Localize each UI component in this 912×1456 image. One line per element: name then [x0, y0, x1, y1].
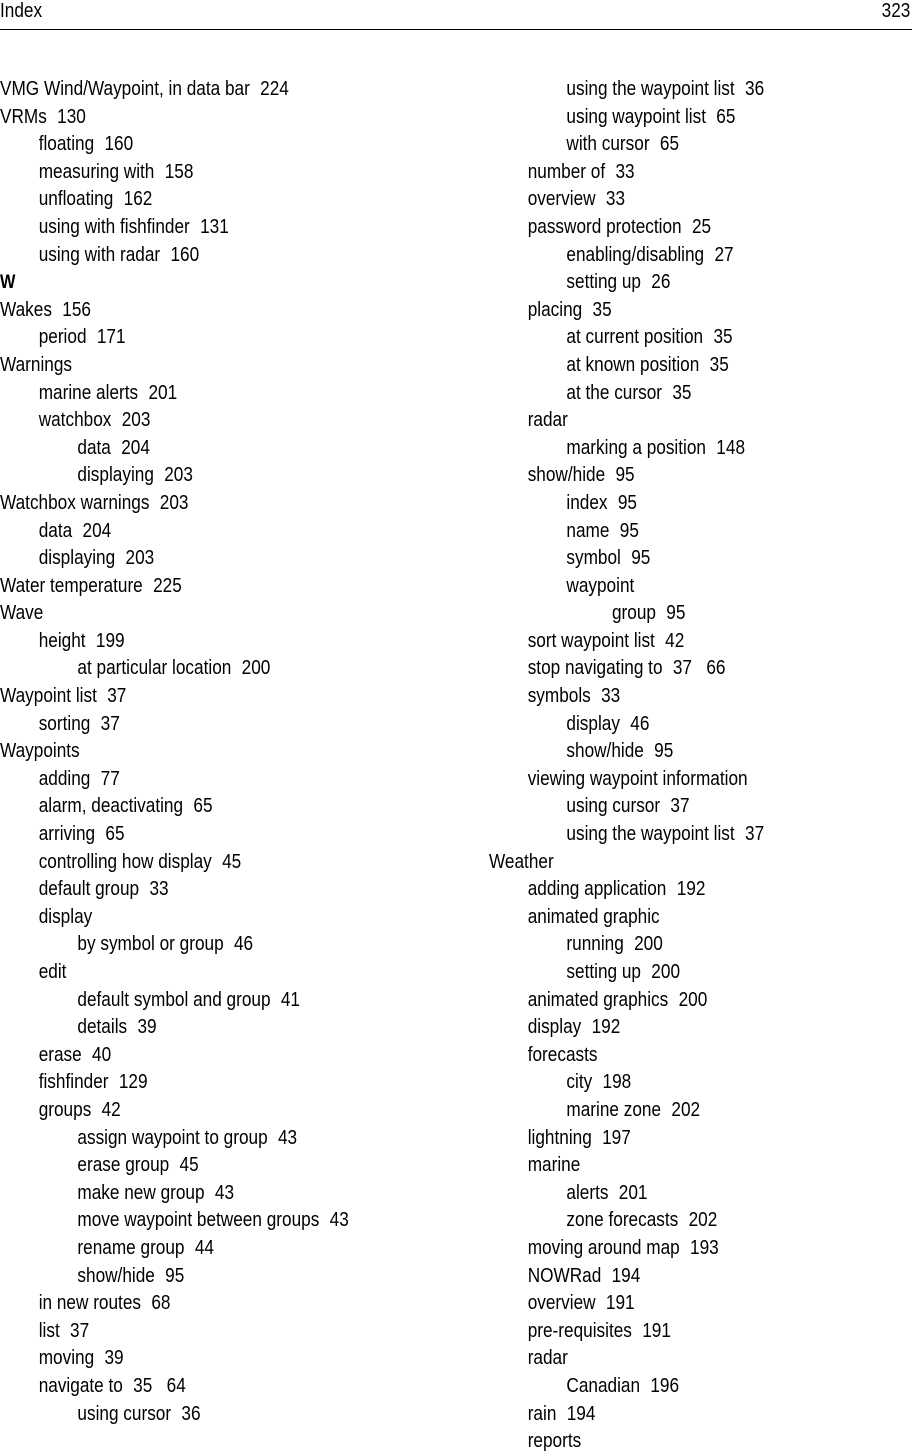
index-term: viewing waypoint information	[527, 767, 748, 790]
index-entry	[0, 242, 404, 270]
index-term: alerts	[566, 1181, 609, 1204]
index-entry	[0, 849, 404, 877]
index-page-ref: 77	[100, 767, 120, 790]
index-term: VRMs	[0, 105, 47, 128]
index-entry	[489, 1373, 850, 1401]
index-page-ref: 65	[716, 105, 736, 128]
index-entry	[489, 931, 850, 959]
index-term: placing	[527, 298, 583, 321]
index-entry	[0, 655, 404, 683]
index-page-ref: 191	[605, 1292, 635, 1315]
index-page-ref: 204	[121, 436, 150, 459]
index-term: display	[566, 712, 620, 735]
index-entry	[489, 766, 850, 794]
index-entry	[0, 297, 404, 325]
index-page-ref: 39	[137, 1016, 157, 1039]
index-term: height	[38, 629, 86, 652]
index-term: enabling/disabling	[566, 243, 705, 266]
index-term: marine	[527, 1154, 581, 1177]
index-page-ref: 42	[665, 629, 685, 652]
index-term: in new routes	[38, 1292, 142, 1315]
index-page-ref: 42	[101, 1098, 121, 1121]
index-page-ref: 194	[566, 1402, 596, 1425]
index-entry	[0, 1235, 404, 1263]
index-term: password protection	[527, 215, 682, 238]
index-page-ref: 131	[200, 215, 229, 238]
index-page-ref: 202	[688, 1209, 718, 1232]
index-term: marine zone	[566, 1098, 662, 1121]
index-page-ref: 197	[602, 1126, 631, 1149]
index-column-right	[489, 76, 909, 1456]
index-entry	[0, 793, 404, 821]
index-entry	[489, 904, 850, 932]
index-term: using cursor	[566, 795, 661, 818]
index-page-ref: 148	[716, 436, 746, 459]
index-entry	[489, 683, 850, 711]
index-entry	[489, 297, 850, 325]
index-entry	[489, 269, 850, 297]
index-page-ref: 35	[592, 298, 612, 321]
index-term: rain	[527, 1402, 557, 1425]
index-page-ref: 37	[107, 685, 127, 708]
index-entry	[489, 1428, 850, 1456]
index-entry	[489, 1125, 850, 1153]
index-entry	[0, 1290, 404, 1318]
index-page-ref: 191	[642, 1319, 671, 1342]
index-page-ref: 46	[233, 933, 254, 956]
index-entry	[489, 573, 850, 601]
index-term: city	[566, 1071, 593, 1094]
index-page-ref: 95	[165, 1264, 185, 1287]
index-page-ref: 95	[666, 602, 686, 625]
index-entry	[489, 131, 850, 159]
index-term: at current position	[566, 326, 704, 349]
index-page-ref: 43	[329, 1209, 349, 1232]
index-term: rename group	[77, 1236, 185, 1259]
index-entry	[0, 573, 404, 601]
index-entry	[0, 959, 404, 987]
index-entry	[489, 655, 850, 683]
index-term: zone forecasts	[566, 1209, 679, 1232]
index-page-ref: 200	[241, 657, 271, 680]
index-term: moving	[38, 1347, 95, 1370]
index-entry	[0, 766, 404, 794]
index-entry	[489, 1097, 850, 1125]
index-page-ref: 37	[670, 795, 690, 818]
index-term: Wakes	[0, 298, 52, 321]
index-page-ref: 201	[618, 1181, 648, 1204]
index-entry	[489, 407, 850, 435]
index-term: Weather	[489, 850, 554, 873]
index-page-ref: 196	[650, 1374, 680, 1397]
index-term: measuring with	[38, 160, 155, 183]
index-entry	[489, 711, 850, 739]
index-term: using waypoint list	[566, 105, 706, 128]
index-entry	[0, 131, 404, 159]
index-page-ref: 225	[153, 574, 182, 597]
index-page-ref: 130	[57, 105, 86, 128]
index-term: lightning	[527, 1126, 592, 1149]
index-term: sorting	[38, 712, 91, 735]
index-entry	[0, 1152, 404, 1180]
index-entry	[489, 242, 850, 270]
index-entry	[489, 793, 850, 821]
index-term: radar	[527, 409, 568, 432]
index-letter-heading	[0, 269, 404, 297]
page-number: 323	[881, 0, 910, 22]
index-entry	[489, 214, 850, 242]
index-term: show/hide	[527, 464, 606, 487]
index-term: list	[38, 1319, 60, 1342]
index-page-ref: 45	[179, 1154, 199, 1177]
index-entry	[489, 821, 850, 849]
index-term: edit	[38, 961, 67, 983]
index-page-ref: 201	[148, 381, 178, 404]
index-page-ref: 199	[95, 629, 125, 652]
index-page-ref: 158	[164, 160, 194, 183]
index-page-ref: 200	[678, 988, 708, 1011]
index-page-ref: 200	[634, 933, 663, 956]
index-entry	[489, 628, 850, 656]
index-page-ref: 33	[615, 160, 635, 183]
running-head-title: Index	[0, 0, 43, 22]
index-term: display	[38, 905, 93, 928]
index-page-ref: 200	[651, 961, 681, 983]
index-entry	[0, 1401, 404, 1429]
index-page-ref: 198	[602, 1071, 632, 1094]
index-page-ref: 68	[151, 1292, 171, 1315]
index-entry	[489, 1345, 850, 1373]
index-term: Wave	[0, 602, 44, 625]
index-entry	[0, 214, 404, 242]
index-page-ref: 203	[121, 409, 151, 432]
index-term: erase group	[77, 1154, 170, 1177]
index-page-ref: 129	[118, 1071, 148, 1094]
index-entry	[0, 1069, 404, 1097]
index-term: index	[566, 491, 608, 514]
index-entry	[489, 490, 850, 518]
index-term: VMG Wind/Waypoint, in data bar	[0, 78, 250, 100]
index-term: data	[38, 519, 73, 542]
index-entry	[0, 1345, 404, 1373]
index-page-ref: 65	[105, 823, 125, 846]
index-term: move waypoint between groups	[77, 1209, 320, 1232]
index-term: make new group	[77, 1181, 205, 1204]
index-page-ref: 95	[617, 491, 637, 514]
index-term: groups	[38, 1098, 92, 1121]
index-term: waypoint	[566, 574, 635, 597]
index-page-ref: 35 64	[133, 1374, 186, 1397]
index-entry	[489, 159, 850, 187]
index-page-ref: 44	[194, 1236, 214, 1259]
index-term: by symbol or group	[77, 933, 224, 956]
index-term: using with fishfinder	[38, 215, 190, 238]
index-entry	[0, 186, 404, 214]
index-page-ref: 203	[164, 464, 193, 487]
index-term: symbol	[566, 547, 621, 570]
index-page-ref: 65	[659, 133, 680, 156]
index-entry	[0, 738, 404, 766]
index-entry	[489, 435, 850, 463]
index-term: number of	[527, 160, 606, 183]
index-entry	[0, 462, 404, 490]
index-page-ref: 35	[713, 326, 733, 349]
index-term: at particular location	[77, 657, 232, 680]
index-page-ref: 40	[92, 1043, 112, 1066]
index-term: watchbox	[38, 409, 112, 432]
header-rule	[0, 29, 912, 30]
index-entry	[0, 380, 404, 408]
index-entry	[0, 435, 404, 463]
index-entry	[0, 876, 404, 904]
index-page-ref: 192	[676, 878, 706, 901]
index-entry	[0, 1180, 404, 1208]
index-page-ref: 43	[277, 1126, 298, 1149]
index-page-ref: 33	[605, 188, 626, 211]
index-term: using cursor	[77, 1402, 172, 1425]
index-term: marking a position	[566, 436, 706, 459]
index-entry	[0, 600, 404, 628]
index-term: displaying	[77, 464, 154, 487]
index-entry	[489, 1401, 850, 1429]
index-page-ref: 162	[123, 188, 153, 211]
index-page-ref: 95	[615, 464, 635, 487]
index-entry	[489, 545, 850, 573]
index-term: using the waypoint list	[566, 78, 735, 100]
index-term: details	[77, 1016, 128, 1039]
index-term: adding	[38, 767, 91, 790]
index-term: marine alerts	[38, 381, 139, 404]
index-term: at known position	[566, 353, 700, 376]
index-page-ref: 65	[193, 795, 213, 818]
index-term: Canadian	[566, 1374, 641, 1397]
index-entry	[0, 1097, 404, 1125]
index-term: alarm, deactivating	[38, 795, 184, 818]
index-page-ref: 27	[714, 243, 734, 266]
index-entry	[0, 821, 404, 849]
index-page-ref: 35	[709, 353, 729, 376]
index-entry	[0, 931, 404, 959]
index-page-ref: 39	[104, 1347, 124, 1370]
index-term: overview	[527, 1292, 596, 1315]
index-page-ref: 95	[631, 547, 651, 570]
index-entry	[489, 959, 850, 987]
index-page-ref: 41	[280, 988, 301, 1011]
index-term: Waypoints	[0, 740, 80, 763]
index-entry	[0, 1207, 404, 1235]
index-page-ref: 224	[260, 78, 289, 100]
index-entry	[0, 1014, 404, 1042]
index-term: assign waypoint to group	[77, 1126, 268, 1149]
index-page-ref: 203	[159, 491, 189, 514]
index-term: display	[527, 1016, 582, 1039]
index-page-ref: 95	[654, 740, 674, 763]
index-term: W	[0, 272, 16, 294]
index-page-ref: 171	[96, 326, 126, 349]
index-entry	[489, 186, 850, 214]
index-entry	[0, 628, 404, 656]
index-term: navigate to	[38, 1374, 123, 1397]
index-entry	[0, 76, 404, 104]
index-page-ref: 33	[149, 878, 169, 901]
index-entry	[489, 1152, 850, 1180]
index-entry	[0, 711, 404, 739]
index-entry	[489, 600, 850, 628]
index-term: sort waypoint list	[527, 629, 655, 652]
index-entry	[489, 738, 850, 766]
index-term: reports	[527, 1430, 582, 1453]
index-entry	[0, 904, 404, 932]
index-page-ref: 36	[181, 1402, 201, 1425]
index-page-ref: 26	[651, 271, 671, 294]
index-page-ref: 160	[104, 133, 134, 156]
index-entry	[0, 1318, 404, 1346]
index-term: period	[38, 326, 87, 349]
index-term: arriving	[38, 823, 96, 846]
index-term: show/hide	[566, 740, 644, 763]
index-term: using with radar	[38, 243, 161, 266]
index-page-ref: 202	[671, 1098, 701, 1121]
index-entry	[0, 1125, 404, 1153]
index-entry	[489, 1042, 850, 1070]
index-term: adding application	[527, 878, 667, 901]
index-page-ref: 46	[630, 712, 650, 735]
index-term: fishfinder	[38, 1071, 109, 1094]
index-term: running	[566, 933, 624, 956]
index-entry	[489, 104, 850, 132]
index-entry	[489, 876, 850, 904]
index-page-ref: 33	[601, 685, 621, 708]
index-term: name	[566, 519, 610, 542]
index-entry	[489, 76, 850, 104]
index-term: Waypoint list	[0, 685, 97, 708]
index-entry	[0, 159, 404, 187]
index-page-ref: 37 66	[672, 657, 726, 680]
index-term: Warnings	[0, 353, 73, 376]
index-term: data	[77, 436, 111, 459]
index-page-ref: 160	[170, 243, 200, 266]
index-term: using the waypoint list	[566, 823, 735, 846]
index-page-ref: 45	[222, 850, 242, 873]
index-page-ref: 194	[611, 1264, 641, 1287]
index-entry	[0, 987, 404, 1015]
index-entry	[0, 1373, 404, 1401]
index-term: unfloating	[38, 188, 114, 211]
index-page-ref: 204	[82, 519, 112, 542]
index-entry	[489, 1318, 850, 1346]
index-entry	[489, 987, 850, 1015]
index-term: erase	[38, 1043, 82, 1066]
index-column-left	[0, 76, 470, 1428]
index-term: overview	[527, 188, 596, 211]
index-entry	[0, 518, 404, 546]
index-term: moving around map	[527, 1236, 680, 1259]
index-entry	[489, 352, 850, 380]
index-entry	[0, 352, 404, 380]
index-entry	[489, 1235, 850, 1263]
index-term: animated graphics	[527, 988, 669, 1011]
index-term: radar	[527, 1347, 568, 1370]
index-term: show/hide	[77, 1264, 155, 1287]
index-entry	[0, 1263, 404, 1291]
index-page-ref: 37	[70, 1319, 90, 1342]
index-page-ref: 192	[591, 1016, 621, 1039]
index-term: NOWRad	[527, 1264, 602, 1287]
index-entry	[489, 380, 850, 408]
index-page-ref: 36	[744, 78, 765, 100]
index-page-ref: 35	[672, 381, 692, 404]
index-page-ref: 156	[62, 298, 91, 321]
index-entry	[489, 1180, 850, 1208]
index-term: Watchbox warnings	[0, 491, 150, 514]
index-entry	[489, 1290, 850, 1318]
index-page-ref: 37	[100, 712, 120, 735]
index-entry	[489, 1207, 850, 1235]
index-entry	[489, 462, 850, 490]
index-term: stop navigating to	[527, 657, 663, 680]
index-entry	[0, 683, 404, 711]
index-term: at the cursor	[566, 381, 663, 404]
index-entry	[489, 1014, 850, 1042]
index-entry	[0, 1042, 404, 1070]
index-entry	[0, 324, 404, 352]
index-term: symbols	[527, 685, 591, 708]
index-entry	[0, 104, 404, 132]
index-term: with cursor	[566, 133, 650, 156]
page-header	[0, 0, 912, 30]
index-term: setting up	[566, 271, 641, 294]
index-page-ref: 43	[214, 1181, 235, 1204]
index-page-ref: 95	[619, 519, 639, 542]
index-term: displaying	[38, 547, 116, 570]
index-term: default symbol and group	[77, 988, 271, 1011]
index-entry	[0, 490, 404, 518]
index-term: floating	[38, 133, 95, 156]
index-term: group	[611, 602, 656, 625]
index-term: default group	[38, 878, 140, 901]
index-term: forecasts	[527, 1043, 598, 1066]
index-entry	[489, 1263, 850, 1291]
index-page-ref: 193	[690, 1236, 719, 1259]
index-page-ref: 25	[691, 215, 712, 238]
index-entry	[489, 1069, 850, 1097]
index-term: pre-requisites	[527, 1319, 632, 1342]
index-term: controlling how display	[38, 850, 212, 873]
index-term: animated graphic	[527, 905, 660, 928]
index-entry	[489, 324, 850, 352]
index-page-ref: 37	[744, 823, 765, 846]
index-entry	[489, 518, 850, 546]
index-page-ref: 203	[125, 547, 155, 570]
index-entry	[489, 849, 850, 877]
index-entry	[0, 407, 404, 435]
index-term: setting up	[566, 961, 641, 983]
index-entry	[0, 545, 404, 573]
index-term: Water temperature	[0, 574, 143, 597]
